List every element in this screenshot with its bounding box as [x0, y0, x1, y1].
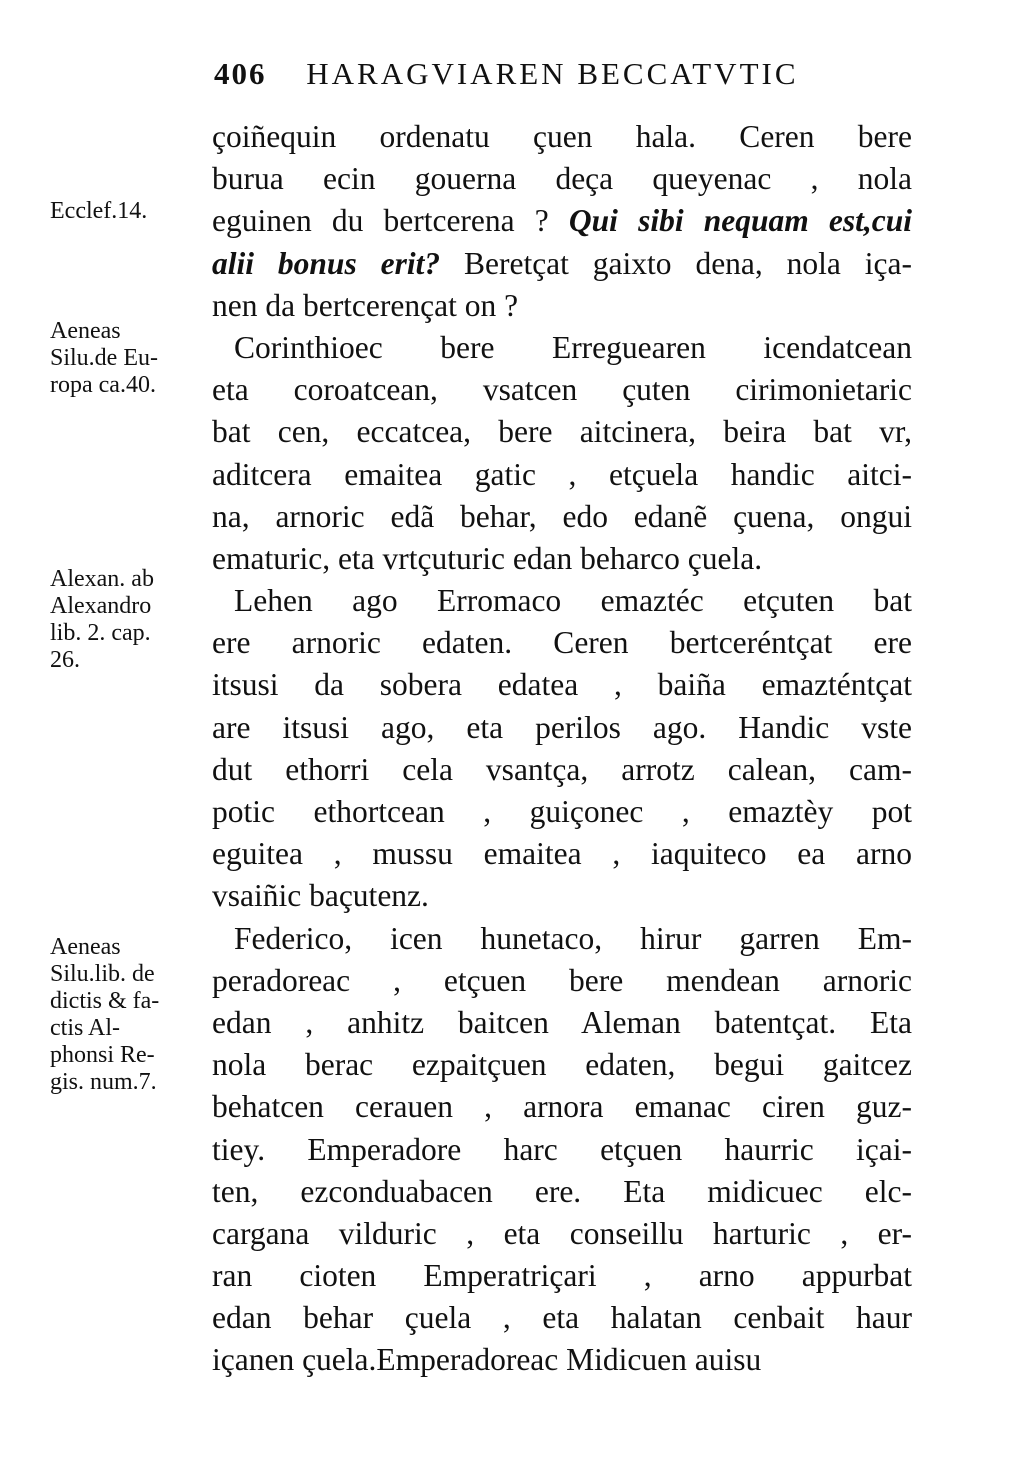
text-line-roman: peradoreac , etçuen bere mendean arnoric — [212, 962, 912, 998]
text-line — [212, 664, 912, 706]
margin-note-aeneas-alphonsi — [50, 934, 210, 1096]
margin-note-line: ctis Al- — [50, 1015, 120, 1041]
text-line — [212, 285, 912, 327]
text-line — [212, 369, 912, 411]
text-line-roman: Corinthioec bere Erreguearen icendatcean — [234, 329, 912, 365]
text-line-roman: itsusi da sobera edatea , baiña emazténtçat — [212, 667, 912, 703]
text-line — [212, 1002, 912, 1044]
text-line-roman: edan behar çuela , eta halatan cenbait haur — [212, 1300, 912, 1336]
text-line — [212, 1044, 912, 1086]
text-line-roman: ere arnoric edaten. Ceren bertceréntçat ere — [212, 625, 912, 661]
margin-note-line: Aeneas — [50, 318, 121, 344]
margin-note-line: lib. 2. cap. — [50, 620, 151, 646]
text-line-roman: Beretçat gaixto dena, nola iça- — [440, 245, 913, 281]
text-line — [212, 749, 912, 791]
margin-note-line: Silu.lib. de — [50, 961, 155, 987]
margin-note-line: Silu.de Eu- — [50, 345, 158, 371]
text-line-roman: ten, ezconduabacen ere. Eta midicuec elc- — [212, 1173, 912, 1209]
text-line — [212, 1297, 912, 1339]
text-line — [212, 1213, 912, 1255]
text-line-roman: Lehen ago Erromaco emaztéc etçuten bat — [234, 583, 912, 619]
text-line-roman: vsaiñic baçutenz. — [212, 878, 429, 914]
body-text — [212, 116, 912, 1382]
text-line-roman: eguinen du bertcerena ? — [212, 203, 569, 239]
margin-note-aeneas-europa — [50, 318, 210, 399]
text-line — [212, 411, 912, 453]
text-line-roman: behatcen cerauen , arnora emanac ciren guz- — [212, 1089, 912, 1125]
text-line-roman: eta coroatcean, vsatcen çuten cirimonietaric — [212, 372, 912, 408]
text-line — [212, 960, 912, 1002]
latin-quotation: alii bonus erit? — [212, 245, 441, 281]
text-line-roman: na, arnoric edã behar, edo edanẽ çuena, ongui — [212, 498, 912, 534]
text-line-roman: burua ecin gouerna deça queyenac , nola — [212, 161, 912, 197]
text-line-roman: çoiñequin ordenatu çuen hala. Ceren bere — [212, 119, 912, 154]
page-header — [214, 56, 914, 108]
text-line — [212, 454, 912, 496]
text-line-roman: bat cen, eccatcea, bere aitcinera, beira bat vr, — [212, 414, 912, 450]
margin-note-line: Alexandro — [50, 593, 152, 619]
margin-note-line: phonsi Re- — [50, 1042, 155, 1068]
text-line-roman: ran cioten Emperatriçari , arno appurbat — [212, 1258, 912, 1294]
text-line — [212, 1086, 912, 1128]
text-line — [212, 496, 912, 538]
text-line-roman: tiey. Emperadore harc etçuen haurric içai- — [212, 1131, 912, 1167]
text-line-roman: dut ethorri cela vsantça, arrotz calean, cam- — [212, 751, 912, 787]
text-line — [212, 1129, 912, 1171]
margin-note-line: Ecclef.14. — [50, 198, 148, 224]
text-line-roman: aditcera emaitea gatic , etçuela handic aitci- — [212, 456, 912, 492]
text-line — [212, 200, 912, 242]
margin-note-line: Aeneas — [50, 934, 121, 960]
text-line — [212, 707, 912, 749]
margin-note-line: gis. num.7. — [50, 1069, 157, 1095]
text-line — [212, 116, 912, 158]
margin-note-line: dictis & fa- — [50, 988, 160, 1014]
running-title: HARAGVIAREN BECCATVTIC — [306, 56, 799, 91]
page-number: 406 — [214, 56, 267, 91]
text-line — [212, 918, 912, 960]
text-line — [212, 1339, 912, 1381]
text-line-roman: cargana vilduric , eta conseillu harturic , er- — [212, 1215, 912, 1251]
text-line — [212, 158, 912, 200]
text-line — [212, 580, 912, 622]
text-line-roman: potic ethortcean , guiçonec , emaztèy pot — [212, 794, 912, 829]
text-line — [212, 1171, 912, 1213]
text-line — [212, 538, 912, 580]
margin-note-line: ropa ca.40. — [50, 372, 156, 398]
text-line — [212, 833, 912, 875]
text-line — [212, 327, 912, 369]
text-line-roman: içanen çuela.Emperadoreac Midicuen auisu — [212, 1342, 762, 1378]
margin-note-alexander — [50, 566, 210, 674]
latin-quotation: Qui sibi nequam est,cui — [568, 203, 912, 239]
text-line-roman: Federico, icen hunetaco, hirur garren Em- — [234, 920, 912, 956]
margin-note-line: Alexan. ab — [50, 566, 154, 592]
text-line — [212, 791, 912, 833]
text-line-roman: nen da bertcerençat on ? — [212, 287, 519, 323]
text-line-roman: are itsusi ago, eta perilos ago. Handic vste — [212, 709, 912, 745]
text-line — [212, 875, 912, 917]
text-line-roman: nola berac ezpaitçuen edaten, begui gaitcez — [212, 1047, 912, 1083]
text-line-roman: edan , anhitz baitcen Aleman batentçat. Eta — [212, 1004, 912, 1040]
margin-note-line: 26. — [50, 647, 80, 673]
text-line — [212, 1255, 912, 1297]
text-line-roman: eguitea , mussu emaitea , iaquiteco ea arno — [212, 836, 912, 872]
text-line — [212, 622, 912, 664]
text-line-roman: ematuric, eta vrtçuturic edan beharco çuela. — [212, 540, 763, 576]
margin-note-ecclesiasticus — [50, 198, 210, 225]
text-line — [212, 243, 912, 285]
